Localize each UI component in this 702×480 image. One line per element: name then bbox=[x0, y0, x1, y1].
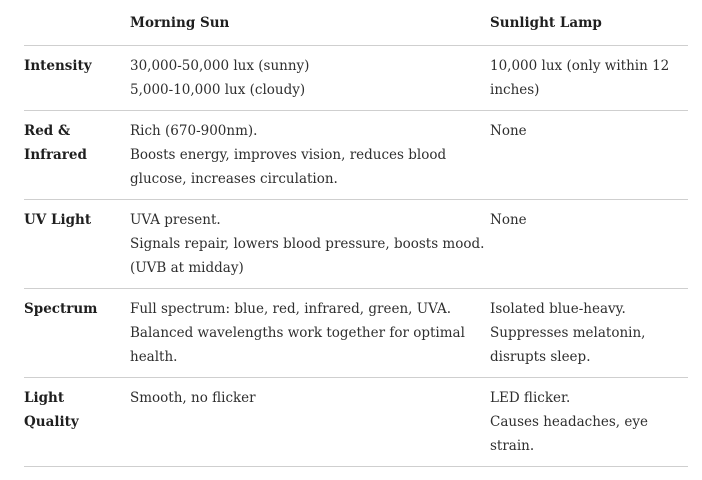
row-label: Intensity bbox=[24, 46, 130, 111]
cell-line: Causes headaches, eye strain. bbox=[490, 414, 648, 454]
cell-line: 5,000-10,000 lux (cloudy) bbox=[130, 82, 306, 98]
header-sunlight-lamp: Sunlight Lamp bbox=[490, 15, 602, 31]
header-morning-sun: Morning Sun bbox=[130, 15, 230, 31]
cell-line: 30,000-50,000 lux (sunny) bbox=[130, 58, 310, 74]
table-row-uv-light bbox=[24, 200, 688, 289]
sunlight-lamp-cell bbox=[490, 46, 688, 111]
morning-sun-cell bbox=[130, 111, 490, 200]
header-row bbox=[24, 0, 688, 46]
cell-line: 10,000 lux (only within 12 inches) bbox=[490, 58, 670, 98]
header-empty bbox=[24, 0, 130, 46]
comparison-table bbox=[24, 0, 688, 467]
row-label: Light Quality bbox=[24, 378, 130, 467]
cell-line: Full spectrum: blue, red, infrared, green, UVA. bbox=[130, 301, 451, 317]
table-header bbox=[24, 0, 688, 46]
morning-sun-cell bbox=[130, 200, 490, 289]
sunlight-lamp-cell bbox=[490, 378, 688, 467]
cell-line: Suppresses melatonin, disrupts sleep. bbox=[490, 325, 646, 365]
comparison-table-container bbox=[24, 0, 688, 467]
cell-line: None bbox=[490, 212, 527, 228]
cell-line: None bbox=[490, 123, 527, 139]
cell-line: Balanced wavelengths work together for optimal health. bbox=[130, 325, 465, 365]
morning-sun-cell bbox=[130, 289, 490, 378]
cell-line: UVA present. bbox=[130, 212, 221, 228]
cell-line: Boosts energy, improves vision, reduces blood glucose, increases circulation. bbox=[130, 147, 447, 187]
table-body bbox=[24, 46, 688, 467]
table-row-intensity bbox=[24, 46, 688, 111]
row-label: Spectrum bbox=[24, 289, 130, 378]
cell-line: Rich (670-900nm). bbox=[130, 123, 258, 139]
sunlight-lamp-cell bbox=[490, 111, 688, 200]
row-label: UV Light bbox=[24, 200, 130, 289]
sunlight-lamp-cell bbox=[490, 289, 688, 378]
cell-line: LED flicker. bbox=[490, 390, 571, 406]
table-row-spectrum bbox=[24, 289, 688, 378]
sunlight-lamp-cell bbox=[490, 200, 688, 289]
cell-line: Isolated blue-heavy. bbox=[490, 301, 626, 317]
morning-sun-cell bbox=[130, 378, 490, 467]
morning-sun-cell bbox=[130, 46, 490, 111]
row-label: Red & Infrared bbox=[24, 111, 130, 200]
table-row-light-quality bbox=[24, 378, 688, 467]
cell-line: Signals repair, lowers blood pressure, boosts mood. (UVB at midday) bbox=[130, 236, 485, 276]
table-row-red-infrared bbox=[24, 111, 688, 200]
cell-line: Smooth, no flicker bbox=[130, 390, 256, 406]
